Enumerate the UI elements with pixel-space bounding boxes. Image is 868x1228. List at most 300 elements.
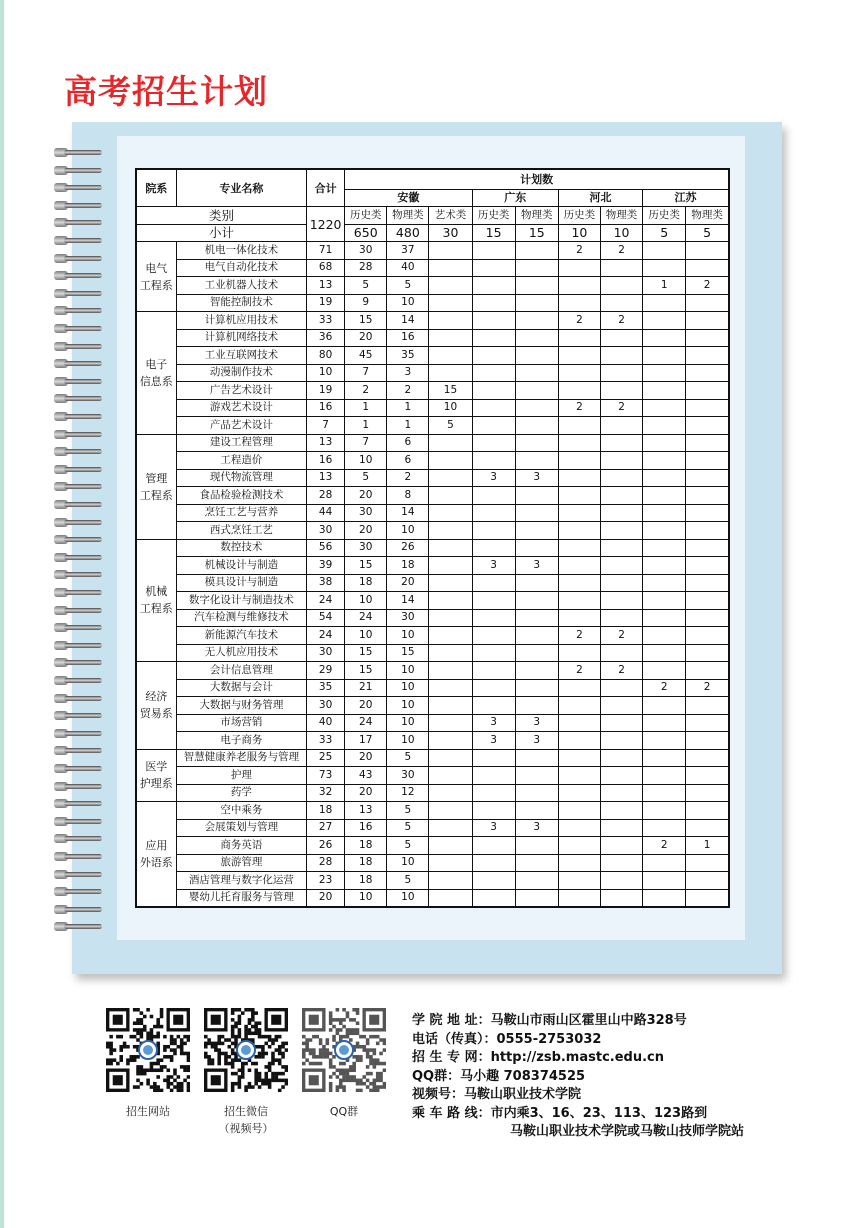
plan-cell: 2 (345, 382, 387, 400)
major-total: 54 (307, 609, 345, 627)
plan-cell: 30 (387, 609, 429, 627)
plan-cell (643, 592, 686, 610)
major-total: 16 (307, 452, 345, 470)
contact-row (412, 1049, 744, 1068)
subject-label: 历史类 (345, 207, 387, 225)
major-name: 旅游管理 (176, 854, 306, 872)
table-row (136, 854, 729, 872)
subject-label: 物理类 (387, 207, 429, 225)
plan-cell (429, 784, 472, 802)
plan-cell: 10 (387, 714, 429, 732)
plan-cell (558, 767, 600, 785)
plan-cell (686, 417, 729, 435)
spiral-ring (54, 852, 102, 861)
plan-cell (472, 364, 515, 382)
plan-cell (686, 522, 729, 540)
table-row (136, 469, 729, 487)
major-name: 广告艺术设计 (176, 382, 306, 400)
major-total: 24 (307, 592, 345, 610)
plan-cell: 30 (345, 242, 387, 260)
plan-cell: 3 (515, 557, 558, 575)
table-row (136, 434, 729, 452)
spiral-ring (54, 412, 102, 421)
plan-cell: 20 (345, 329, 387, 347)
plan-cell: 24 (345, 609, 387, 627)
major-name: 工业机器人技术 (176, 277, 306, 295)
subtotal-value: 30 (429, 224, 472, 242)
plan-cell: 14 (387, 312, 429, 330)
plan-cell (686, 364, 729, 382)
contact-value: 0555-2753032 (496, 1031, 602, 1047)
plan-cell: 20 (345, 749, 387, 767)
plan-cell (643, 697, 686, 715)
plan-cell (686, 329, 729, 347)
spiral-ring (54, 870, 102, 879)
subject-label: 历史类 (558, 207, 600, 225)
plan-cell (515, 592, 558, 610)
major-name: 电气自动化技术 (176, 259, 306, 277)
plan-cell (558, 434, 600, 452)
plan-cell (643, 539, 686, 557)
plan-cell (429, 294, 472, 312)
plan-cell (515, 767, 558, 785)
plan-cell (515, 434, 558, 452)
plan-cell (472, 644, 515, 662)
table-row (136, 662, 729, 680)
plan-cell (429, 837, 472, 855)
plan-cell (429, 574, 472, 592)
contact-row (412, 1012, 744, 1031)
plan-cell (600, 697, 642, 715)
plan-cell: 7 (345, 364, 387, 382)
plan-cell (558, 364, 600, 382)
plan-cell (558, 784, 600, 802)
subtotal-value: 5 (686, 224, 729, 242)
spiral-ring (54, 201, 102, 210)
major-total: 80 (307, 347, 345, 365)
spiral-ring (54, 570, 102, 579)
plan-cell: 15 (345, 662, 387, 680)
plan-cell (472, 592, 515, 610)
plan-cell: 2 (600, 242, 642, 260)
plan-cell: 26 (387, 539, 429, 557)
major-total: 68 (307, 259, 345, 277)
plan-cell: 2 (558, 312, 600, 330)
plan-cell (472, 662, 515, 680)
spiral-ring (54, 430, 102, 439)
plan-cell: 10 (387, 854, 429, 872)
table-row (136, 609, 729, 627)
plan-cell (643, 469, 686, 487)
plan-cell (472, 609, 515, 627)
plan-cell (600, 382, 642, 400)
plan-cell: 10 (387, 627, 429, 645)
spiral-ring (54, 606, 102, 615)
subtotal-value: 15 (515, 224, 558, 242)
spiral-ring (54, 817, 102, 826)
plan-cell (600, 714, 642, 732)
department-name: 应用 外语系 (136, 802, 176, 908)
table-row (136, 592, 729, 610)
subtotal-value: 480 (387, 224, 429, 242)
plan-cell: 30 (345, 539, 387, 557)
spiral-ring (54, 183, 102, 192)
table-row (136, 889, 729, 907)
spiral-ring (54, 166, 102, 175)
table-row (136, 364, 729, 382)
plan-cell (515, 347, 558, 365)
plan-cell (515, 697, 558, 715)
plan-cell: 3 (472, 732, 515, 750)
major-name: 智能控制技术 (176, 294, 306, 312)
plan-cell (643, 294, 686, 312)
plan-cell: 10 (387, 889, 429, 907)
plan-cell: 14 (387, 592, 429, 610)
plan-cell (472, 837, 515, 855)
plan-cell (643, 609, 686, 627)
contact-value: 马鞍山职业技术学院或马鞍山技师学院站 (510, 1124, 745, 1139)
plan-cell: 10 (387, 697, 429, 715)
plan-cell (558, 259, 600, 277)
contact-row (412, 1123, 744, 1142)
major-name: 会计信息管理 (176, 662, 306, 680)
plan-cell (558, 714, 600, 732)
plan-cell (643, 819, 686, 837)
plan-cell: 43 (345, 767, 387, 785)
header-province: 河北 (558, 189, 642, 207)
plan-cell (558, 277, 600, 295)
plan-cell (686, 434, 729, 452)
plan-cell (429, 487, 472, 505)
plan-cell: 14 (387, 504, 429, 522)
plan-cell (515, 399, 558, 417)
plan-cell: 2 (387, 469, 429, 487)
plan-cell (472, 539, 515, 557)
plan-cell (429, 364, 472, 382)
plan-cell (429, 259, 472, 277)
major-name: 数控技术 (176, 539, 306, 557)
plan-cell (429, 592, 472, 610)
plan-cell (429, 312, 472, 330)
plan-cell (686, 557, 729, 575)
qr-code-wechat (204, 1008, 288, 1092)
plan-cell (643, 312, 686, 330)
plan-cell (558, 644, 600, 662)
plan-cell (600, 539, 642, 557)
spiral-ring (54, 148, 102, 157)
plan-cell (558, 382, 600, 400)
plan-cell (686, 469, 729, 487)
plan-cell (429, 644, 472, 662)
major-total: 10 (307, 364, 345, 382)
major-total: 56 (307, 539, 345, 557)
spiral-ring (54, 324, 102, 333)
plan-cell (558, 504, 600, 522)
major-total: 32 (307, 784, 345, 802)
plan-cell (600, 417, 642, 435)
plan-cell: 2 (686, 679, 729, 697)
plan-cell (558, 347, 600, 365)
major-total: 38 (307, 574, 345, 592)
plan-cell (558, 749, 600, 767)
table-row (136, 277, 729, 295)
plan-cell (429, 557, 472, 575)
table-row (136, 644, 729, 662)
plan-cell (600, 592, 642, 610)
plan-cell (686, 347, 729, 365)
plan-cell: 18 (345, 872, 387, 890)
plan-cell: 37 (387, 242, 429, 260)
plan-cell: 15 (429, 382, 472, 400)
plan-cell: 2 (558, 242, 600, 260)
plan-cell: 3 (515, 714, 558, 732)
major-name: 婴幼儿托育服务与管理 (176, 889, 306, 907)
plan-cell (429, 679, 472, 697)
qr-label-qq: QQ群 (329, 1105, 359, 1118)
plan-cell: 2 (558, 627, 600, 645)
department-name: 机械 工程系 (136, 539, 176, 662)
plan-cell (472, 329, 515, 347)
plan-cell (643, 382, 686, 400)
plan-cell: 10 (387, 522, 429, 540)
plan-cell (643, 784, 686, 802)
plan-cell: 13 (345, 802, 387, 820)
plan-cell (472, 382, 515, 400)
plan-cell (515, 504, 558, 522)
plan-cell: 20 (345, 784, 387, 802)
plan-cell: 24 (345, 714, 387, 732)
plan-cell: 10 (345, 889, 387, 907)
plan-cell: 16 (387, 329, 429, 347)
plan-cell (558, 609, 600, 627)
major-name: 动漫制作技术 (176, 364, 306, 382)
table-row (136, 749, 729, 767)
plan-cell (686, 784, 729, 802)
plan-cell (472, 767, 515, 785)
major-name: 计算机网络技术 (176, 329, 306, 347)
contact-value: 市内乘3、16、23、113、123路到 (490, 1105, 708, 1121)
spiral-ring (54, 905, 102, 914)
plan-cell: 21 (345, 679, 387, 697)
plan-cell (600, 749, 642, 767)
enrollment-plan-table (135, 168, 730, 908)
plan-cell (686, 749, 729, 767)
header-plan: 计划数 (345, 169, 729, 189)
major-total: 28 (307, 854, 345, 872)
header-row-category (136, 207, 729, 225)
major-total: 18 (307, 802, 345, 820)
major-total: 73 (307, 767, 345, 785)
plan-cell: 18 (387, 557, 429, 575)
plan-cell: 18 (345, 837, 387, 855)
plan-cell (600, 522, 642, 540)
table-row (136, 259, 729, 277)
plan-cell (643, 522, 686, 540)
plan-cell (472, 784, 515, 802)
plan-cell (429, 749, 472, 767)
plan-cell (643, 662, 686, 680)
plan-cell: 5 (345, 469, 387, 487)
plan-cell (686, 259, 729, 277)
major-total: 71 (307, 242, 345, 260)
table-row (136, 784, 729, 802)
major-total: 33 (307, 312, 345, 330)
plan-cell: 8 (387, 487, 429, 505)
plan-cell (643, 242, 686, 260)
major-total: 28 (307, 487, 345, 505)
spiral-ring (54, 482, 102, 491)
plan-cell (515, 662, 558, 680)
plan-cell (429, 329, 472, 347)
plan-cell (600, 872, 642, 890)
plan-cell (643, 347, 686, 365)
table-row (136, 627, 729, 645)
major-total: 35 (307, 679, 345, 697)
table-row (136, 399, 729, 417)
subtotal-value: 650 (345, 224, 387, 242)
spiral-ring (54, 553, 102, 562)
contact-label: 视频号： (412, 1087, 465, 1102)
plan-cell (600, 837, 642, 855)
plan-cell (429, 872, 472, 890)
table-row (136, 487, 729, 505)
plan-cell: 2 (686, 277, 729, 295)
table-row (136, 802, 729, 820)
plan-cell: 7 (345, 434, 387, 452)
plan-cell (472, 872, 515, 890)
plan-cell (515, 784, 558, 802)
contact-value: http://zsb.mastc.edu.cn (490, 1050, 665, 1065)
table-row (136, 837, 729, 855)
plan-cell (558, 452, 600, 470)
major-total: 27 (307, 819, 345, 837)
plan-cell (600, 259, 642, 277)
plan-cell (429, 697, 472, 715)
spiral-ring (54, 711, 102, 720)
contact-label: 乘 车 路 线： (412, 1105, 491, 1121)
plan-cell (515, 889, 558, 907)
plan-cell: 3 (472, 469, 515, 487)
major-total: 23 (307, 872, 345, 890)
plan-cell (472, 697, 515, 715)
major-total: 24 (307, 627, 345, 645)
qr-label-wechat: 招生微信 （视频号） (218, 1105, 274, 1135)
plan-cell (686, 627, 729, 645)
plan-cell (686, 767, 729, 785)
plan-cell (643, 714, 686, 732)
header-row-subtotal (136, 224, 729, 242)
plan-cell (643, 889, 686, 907)
spiral-ring (54, 518, 102, 527)
plan-cell (429, 609, 472, 627)
plan-cell (643, 417, 686, 435)
spiral-ring (54, 746, 102, 755)
major-name: 烹饪工艺与营养 (176, 504, 306, 522)
contact-label: 学 院 地 址： (412, 1013, 491, 1028)
plan-cell (600, 819, 642, 837)
plan-cell (429, 277, 472, 295)
plan-cell: 2 (558, 662, 600, 680)
table-row (136, 417, 729, 435)
header-province: 广东 (472, 189, 558, 207)
plan-cell (643, 329, 686, 347)
spiral-ring (54, 623, 102, 632)
major-total: 13 (307, 469, 345, 487)
department-name: 管理 工程系 (136, 434, 176, 539)
plan-cell (515, 627, 558, 645)
table-row (136, 557, 729, 575)
plan-cell (600, 504, 642, 522)
plan-cell (429, 434, 472, 452)
plan-cell: 3 (472, 714, 515, 732)
plan-cell (472, 417, 515, 435)
major-total: 16 (307, 399, 345, 417)
plan-cell (600, 889, 642, 907)
plan-cell (429, 767, 472, 785)
plan-cell (686, 609, 729, 627)
plan-cell (429, 452, 472, 470)
subtotal-value: 15 (472, 224, 515, 242)
plan-cell (600, 294, 642, 312)
plan-cell (558, 732, 600, 750)
major-name: 汽车检测与维修技术 (176, 609, 306, 627)
plan-cell (643, 434, 686, 452)
plan-cell (600, 854, 642, 872)
plan-cell (558, 679, 600, 697)
plan-cell (686, 854, 729, 872)
plan-cell (515, 259, 558, 277)
plan-cell: 2 (643, 679, 686, 697)
contact-info (412, 1012, 744, 1142)
plan-cell: 10 (345, 627, 387, 645)
major-name: 新能源汽车技术 (176, 627, 306, 645)
plan-cell: 18 (345, 574, 387, 592)
table-row (136, 452, 729, 470)
contact-row (412, 1031, 744, 1050)
subject-label: 艺术类 (429, 207, 472, 225)
contact-label: 电话（传真）： (412, 1031, 497, 1047)
contact-label: QQ群： (412, 1068, 461, 1084)
plan-cell: 2 (600, 627, 642, 645)
plan-cell (558, 522, 600, 540)
qr-label-website: 招生网站 (126, 1105, 170, 1118)
major-total: 19 (307, 294, 345, 312)
spiral-ring (54, 377, 102, 386)
major-name: 电子商务 (176, 732, 306, 750)
subject-label: 物理类 (686, 207, 729, 225)
plan-cell: 1 (686, 837, 729, 855)
spiral-ring (54, 342, 102, 351)
plan-cell (515, 872, 558, 890)
plan-cell (558, 469, 600, 487)
plan-cell: 5 (387, 749, 429, 767)
plan-cell: 10 (429, 399, 472, 417)
table-row (136, 347, 729, 365)
major-name: 机电一体化技术 (176, 242, 306, 260)
plan-cell: 5 (387, 802, 429, 820)
major-total: 7 (307, 417, 345, 435)
plan-cell (686, 802, 729, 820)
plan-cell (472, 802, 515, 820)
plan-cell (429, 732, 472, 750)
plan-cell (472, 347, 515, 365)
plan-cell (472, 452, 515, 470)
plan-cell: 2 (558, 399, 600, 417)
table-row (136, 697, 729, 715)
plan-cell (558, 697, 600, 715)
major-name: 智慧健康养老服务与管理 (176, 749, 306, 767)
plan-cell (643, 644, 686, 662)
